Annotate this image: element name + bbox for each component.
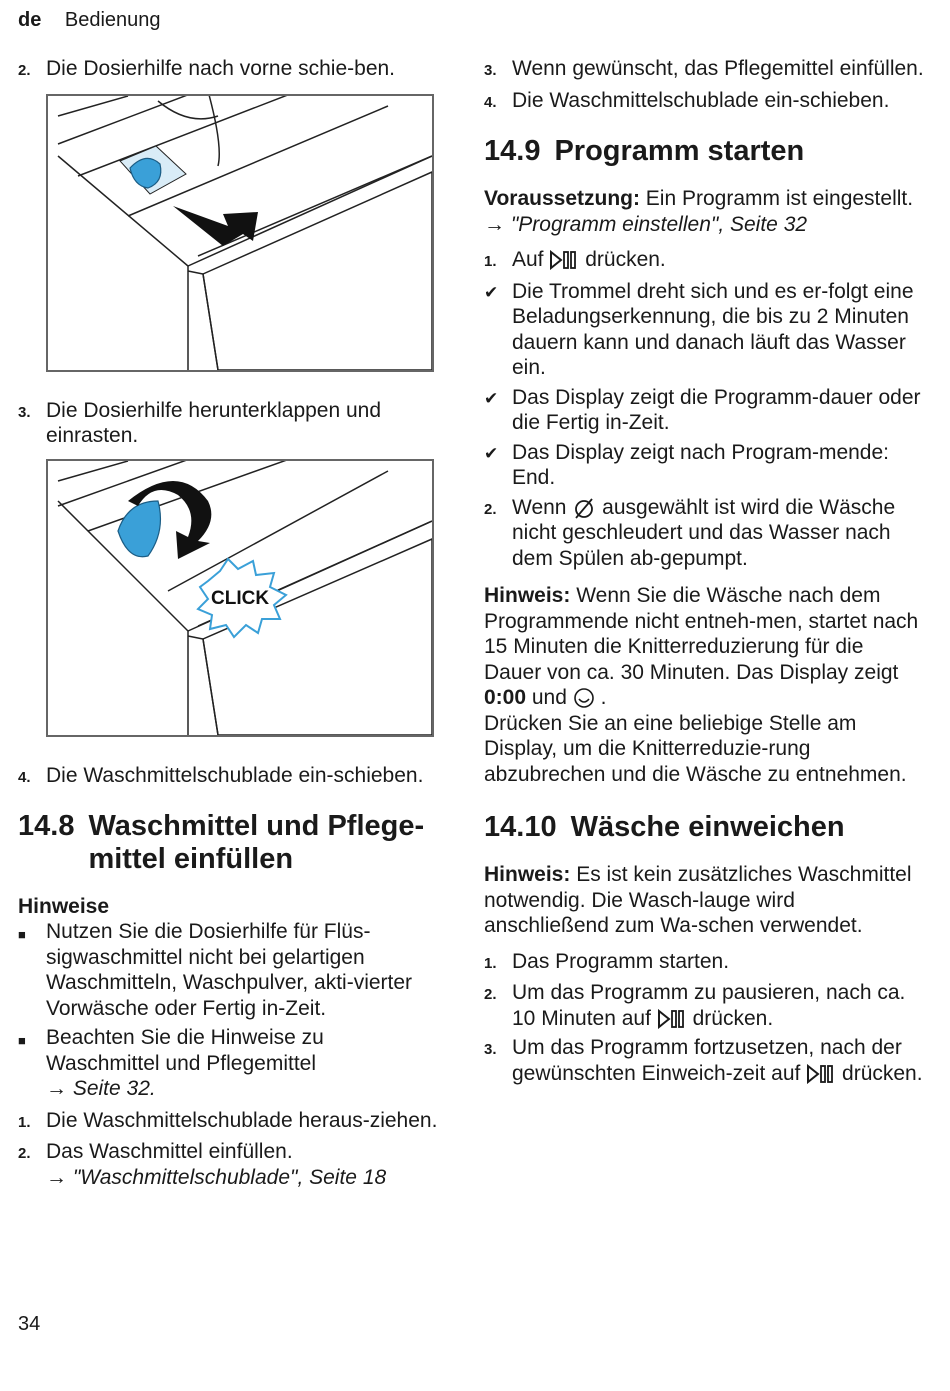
smiley-icon <box>573 687 595 709</box>
step-number: 1. <box>18 1113 31 1131</box>
note-text: und <box>526 686 573 709</box>
step-text: Die Waschmittelschublade ein-schieben. <box>46 763 424 787</box>
start-pause-icon <box>657 1009 687 1029</box>
section-heading-14-10 <box>484 811 924 844</box>
step-item <box>484 1035 924 1086</box>
step-number: 1. <box>484 954 497 972</box>
checkmark-icon: ✔ <box>484 282 499 302</box>
section-number: 14.9 <box>484 135 541 167</box>
note-text-2: Drücken Sie an eine beliebige Stelle am Display, um die Knitterreduzie-rung abzubrechen und die Wäsche zu entnehmen. <box>484 711 907 786</box>
prerequisite-text: Ein Programm ist eingestellt. <box>639 187 914 210</box>
step-text: Wenn <box>512 495 567 519</box>
step-item <box>484 949 924 977</box>
step-text: Die Dosierhilfe herunterklappen und einrasten. <box>46 398 382 447</box>
step-text: Um das Programm zu pausieren, nach ca. 10 Minuten auf <box>512 981 906 1030</box>
language-code: de <box>18 9 42 31</box>
step-number: 2. <box>484 986 497 1003</box>
step-text: Wenn gewünscht, das Pflegemittel einfüllen. <box>512 57 924 80</box>
page-reference-link[interactable]: → Seite 32. <box>46 1077 156 1100</box>
step-text: Die Waschmittelschublade heraus-ziehen. <box>46 1108 438 1132</box>
note-text: Wenn Sie die Wäsche nach dem Programmende nicht entneh-men, startet nach 15 Minuten die Knitterreduzierung für die Dauer von ca. 30 Minuten. Das Display zeigt <box>484 584 919 684</box>
step-text: drücken. <box>585 248 666 271</box>
step-item <box>484 56 924 84</box>
drawer-illustration <box>48 96 432 370</box>
step-number: 3. <box>18 403 31 421</box>
step-item <box>18 1139 438 1190</box>
step-text: Die Dosierhilfe nach vorne schie-ben. <box>46 57 396 80</box>
section-number: 14.8 <box>18 810 75 842</box>
step-number: 4. <box>484 93 497 111</box>
section-heading-14-8 <box>18 810 438 876</box>
right-column <box>484 56 924 1090</box>
step-number: 3. <box>484 62 497 79</box>
note-text: . <box>594 686 607 709</box>
figure-dosing-aid-forward <box>46 94 434 372</box>
step-item <box>484 88 924 116</box>
bullet-square-icon: ■ <box>18 1033 26 1048</box>
bullet-item <box>18 1025 438 1102</box>
page-number: 34 <box>18 1313 41 1335</box>
note-label: Hinweis: <box>484 584 571 607</box>
bullet-text: Beachten Sie die Hinweise zu Waschmittel und Pflegemittel <box>46 1026 324 1075</box>
step-number: 1. <box>484 253 497 270</box>
step-number: 3. <box>484 1041 497 1058</box>
bullet-item <box>18 919 438 1021</box>
note-text: Es ist kein zusätzliches Waschmittel notwendig. Die Wasch-lauge wird anschließend zum Wa-schen verwendet. <box>484 863 912 937</box>
step-text: Um das Programm fortzusetzen, nach der gewünschten Einweich-zeit auf <box>512 1036 902 1085</box>
note-paragraph <box>484 583 924 787</box>
bullet-text: Nutzen Sie die Dosierhilfe für Flüs-sigwaschmittel nicht bei gelartigen Waschmitteln, Waschpulver, akti-vierter Vorwäsche oder Fertig in-Zeit. <box>46 920 413 1020</box>
section-title: Waschmittel und Pflege-mittel einfüllen <box>88 810 425 875</box>
step-text: Das Waschmittel einfüllen. <box>46 1140 293 1163</box>
header-section: Bedienung <box>64 9 161 31</box>
result-text: Das Display zeigt nach Program-mende: End. <box>512 440 889 489</box>
step-item <box>484 495 924 572</box>
step-text: Die Waschmittelschublade ein-schieben. <box>512 88 890 112</box>
figure-dosing-aid-click <box>46 459 434 737</box>
step-text: drücken. <box>842 1061 923 1085</box>
page-reference-link[interactable]: → "Waschmittelschublade", Seite 18 <box>46 1165 387 1189</box>
checkmark-icon: ✔ <box>484 443 499 463</box>
result-text: Die Trommel dreht sich und es er-folgt eine Beladungserkennung, die bis zu 2 Minuten dauern kann und danach läuft das Wasser ein. <box>512 279 914 379</box>
notes-title: Hinweise <box>18 895 110 918</box>
section-title: Wäsche einweichen <box>570 811 845 843</box>
step-3-fold-dosing-aid <box>18 398 438 449</box>
step-item <box>484 247 924 275</box>
prerequisite <box>484 186 924 237</box>
checkmark-icon: ✔ <box>484 388 499 408</box>
note-paragraph-2 <box>484 862 924 939</box>
left-column <box>18 56 438 1194</box>
result-item <box>484 385 924 436</box>
drawer-illustration-click <box>48 461 432 735</box>
step-text: Auf <box>512 248 544 271</box>
step-text: ausgewählt ist wird die Wäsche nicht geschleudert und das Wasser nach dem Spülen ab-gepumpt. <box>512 495 896 570</box>
display-value: 0:00 <box>484 686 527 709</box>
bullet-square-icon: ■ <box>18 927 26 942</box>
section-title: Programm starten <box>554 135 805 167</box>
step-2-push-dosing-aid <box>18 56 438 84</box>
step-number: 2. <box>18 62 31 79</box>
step-item <box>18 1108 438 1136</box>
page-reference-link[interactable]: → "Programm einstellen", Seite 32 <box>484 212 808 236</box>
result-item <box>484 440 924 491</box>
dosing-aid-icon <box>118 501 160 557</box>
note-label: Hinweis: <box>484 863 571 886</box>
step-text: Das Programm starten. <box>512 949 730 973</box>
click-label: CLICK <box>211 587 270 609</box>
start-pause-icon <box>549 250 579 270</box>
step-4-insert-drawer <box>18 763 438 791</box>
section-heading-14-9 <box>484 135 924 168</box>
step-number: 4. <box>18 768 31 786</box>
result-text: Das Display zeigt die Programm-dauer oder die Fertig in-Zeit. <box>512 385 921 434</box>
step-number: 2. <box>18 1145 31 1162</box>
step-item <box>484 980 924 1031</box>
step-text: drücken. <box>692 1006 774 1030</box>
section-number: 14.10 <box>484 811 557 843</box>
prerequisite-label: Voraussetzung: <box>484 187 640 210</box>
start-pause-icon <box>806 1064 836 1084</box>
no-spin-icon <box>572 496 596 520</box>
result-item <box>484 279 924 381</box>
step-number: 2. <box>484 500 497 518</box>
page-header <box>18 9 161 32</box>
